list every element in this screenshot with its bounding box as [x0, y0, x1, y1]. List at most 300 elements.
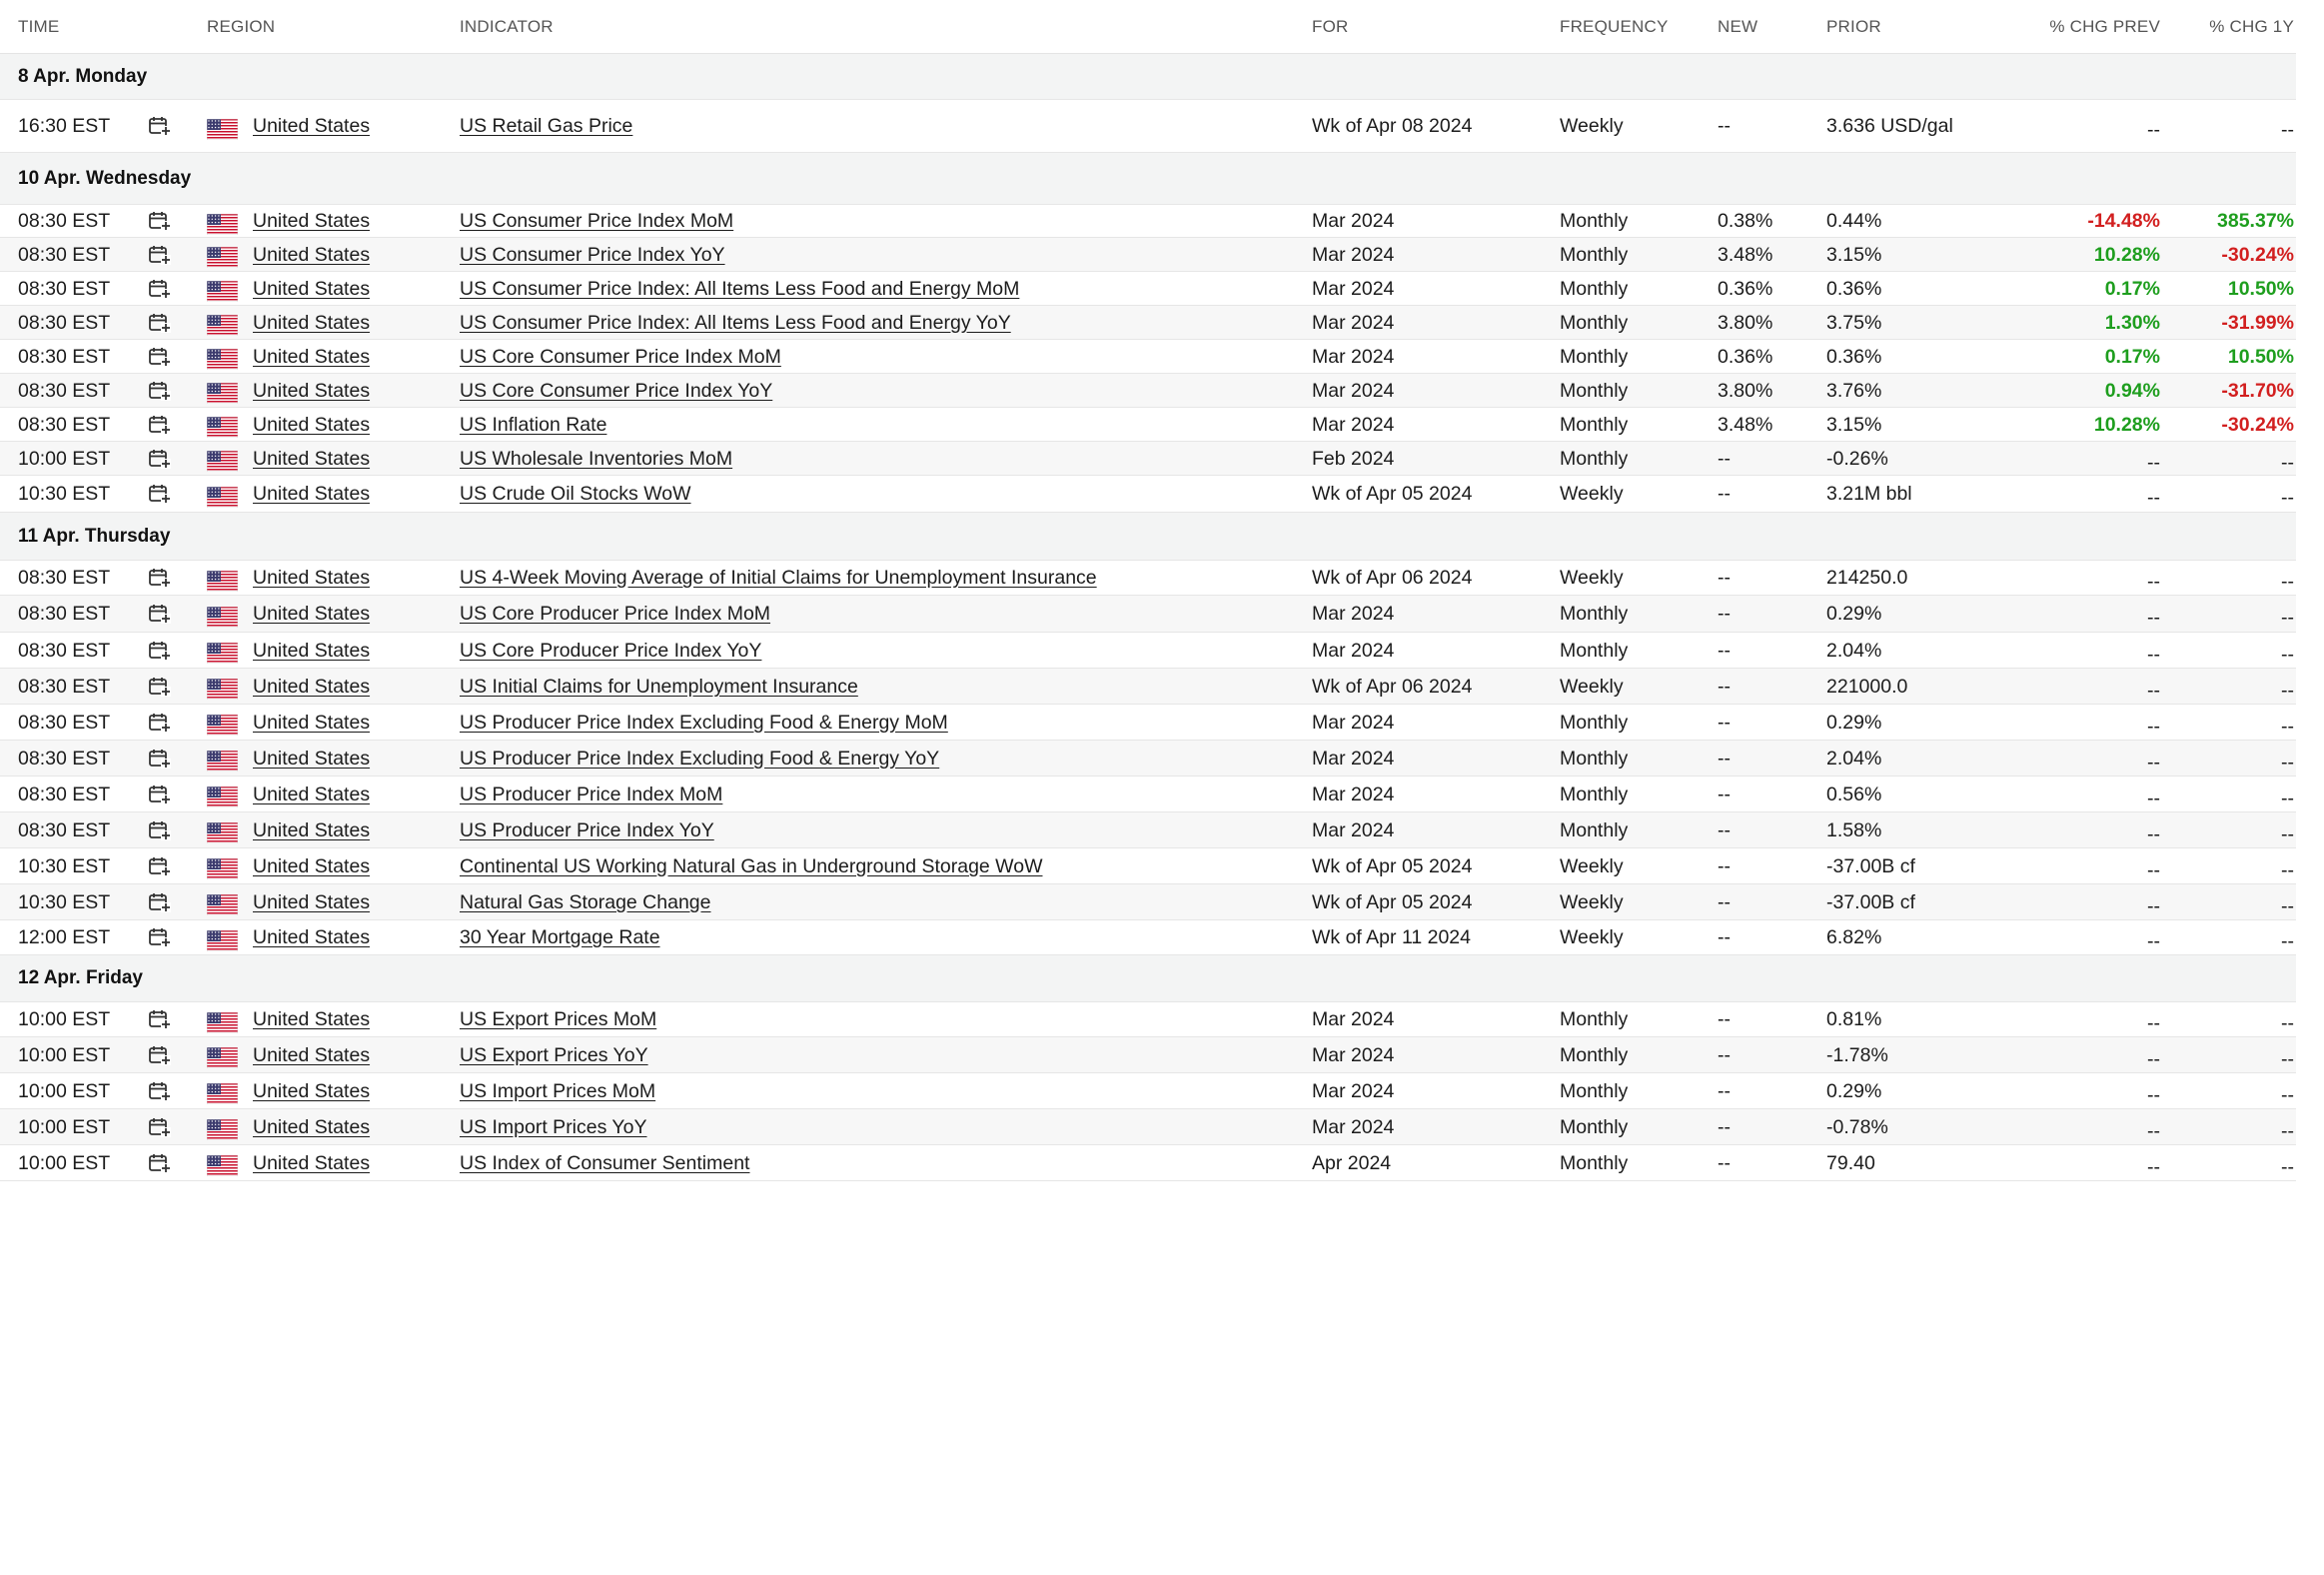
event-time: 08:30 EST: [18, 603, 111, 625]
period-for: Mar 2024: [1312, 380, 1395, 402]
calendar-add-icon[interactable]: [148, 891, 172, 913]
indicator-link[interactable]: US 4-Week Moving Average of Initial Claims for Unemployment Insurance: [460, 567, 1097, 589]
us-flag-icon: [207, 247, 238, 268]
table-row: [0, 1073, 2296, 1109]
frequency: Weekly: [1560, 676, 1624, 698]
region-link[interactable]: United States: [253, 784, 371, 805]
frequency: Weekly: [1560, 891, 1624, 913]
new-value: 0.36%: [1718, 346, 1773, 368]
new-value: --: [1718, 115, 1731, 137]
prior-value: 2.04%: [1826, 640, 1882, 662]
chg-1y: --: [2281, 119, 2294, 141]
indicator-link[interactable]: US Consumer Price Index MoM: [460, 210, 734, 232]
header-for[interactable]: FOR: [1312, 17, 1349, 36]
event-time: 08:30 EST: [18, 278, 111, 300]
frequency: Weekly: [1560, 115, 1624, 137]
calendar-add-icon[interactable]: [148, 448, 172, 470]
period-for: Mar 2024: [1312, 640, 1395, 662]
new-value: --: [1718, 567, 1731, 589]
event-time: 10:00 EST: [18, 1008, 111, 1030]
chg-1y: --: [2281, 680, 2294, 702]
region-link[interactable]: United States: [253, 346, 371, 368]
frequency: Monthly: [1560, 346, 1629, 368]
frequency: Monthly: [1560, 1152, 1629, 1174]
region-link[interactable]: United States: [253, 1044, 371, 1066]
table-row: [0, 777, 2296, 812]
indicator-link[interactable]: US Inflation Rate: [460, 414, 607, 436]
new-value: --: [1718, 448, 1731, 470]
calendar-add-icon[interactable]: [148, 640, 172, 662]
calendar-add-icon[interactable]: [148, 483, 172, 505]
indicator-link[interactable]: US Import Prices MoM: [460, 1080, 656, 1102]
frequency: Weekly: [1560, 855, 1624, 877]
indicator-link[interactable]: US Initial Claims for Unemployment Insurance: [460, 676, 858, 698]
new-value: --: [1718, 1044, 1731, 1066]
new-value: 3.48%: [1718, 414, 1773, 436]
new-value: 3.80%: [1718, 380, 1773, 402]
calendar-add-icon[interactable]: [148, 712, 172, 734]
indicator-link[interactable]: US Core Consumer Price Index YoY: [460, 380, 773, 402]
calendar-add-icon[interactable]: [148, 676, 172, 698]
chg-1y: --: [2281, 487, 2294, 509]
calendar-add-icon[interactable]: [148, 1080, 172, 1102]
region-link[interactable]: United States: [253, 1152, 371, 1174]
event-time: 10:30 EST: [18, 855, 111, 877]
new-value: --: [1718, 784, 1731, 805]
prior-value: 0.44%: [1826, 210, 1882, 232]
indicator-link[interactable]: US Core Consumer Price Index MoM: [460, 346, 781, 368]
calendar-add-icon[interactable]: [148, 210, 172, 232]
region-link[interactable]: United States: [253, 312, 371, 334]
period-for: Feb 2024: [1312, 448, 1395, 470]
region-link[interactable]: United States: [253, 448, 371, 470]
us-flag-icon: [207, 643, 238, 664]
table-row: [0, 848, 2296, 884]
period-for: Wk of Apr 11 2024: [1312, 926, 1471, 948]
chg-1y: --: [2281, 1120, 2294, 1142]
chg-prev: --: [2147, 1084, 2160, 1106]
region-link[interactable]: United States: [253, 891, 371, 913]
event-time: 08:30 EST: [18, 210, 111, 232]
chg-prev: 10.28%: [2093, 244, 2160, 266]
chg-1y: --: [2281, 895, 2294, 917]
calendar-add-icon[interactable]: [148, 748, 172, 770]
header-time[interactable]: TIME: [18, 17, 60, 36]
chg-1y: --: [2281, 571, 2294, 593]
event-time: 08:30 EST: [18, 676, 111, 698]
chg-1y: -30.24%: [2221, 244, 2294, 266]
region-link[interactable]: United States: [253, 278, 371, 300]
chg-prev: --: [2147, 680, 2160, 702]
frequency: Weekly: [1560, 567, 1624, 589]
header-new[interactable]: NEW: [1718, 17, 1758, 36]
region-link[interactable]: United States: [253, 603, 371, 625]
us-flag-icon: [207, 417, 238, 438]
period-for: Wk of Apr 06 2024: [1312, 676, 1473, 698]
chg-prev: --: [2147, 644, 2160, 666]
frequency: Monthly: [1560, 448, 1629, 470]
frequency: Monthly: [1560, 1044, 1629, 1066]
table-row: [0, 920, 2296, 955]
us-flag-icon: [207, 1047, 238, 1068]
indicator-link[interactable]: US Core Producer Price Index YoY: [460, 640, 762, 662]
chg-1y: --: [2281, 452, 2294, 474]
new-value: 3.80%: [1718, 312, 1773, 334]
us-flag-icon: [207, 751, 238, 772]
frequency: Monthly: [1560, 640, 1629, 662]
us-flag-icon: [207, 858, 238, 879]
calendar-add-icon[interactable]: [148, 926, 172, 948]
us-flag-icon: [207, 1012, 238, 1033]
indicator-link[interactable]: Continental US Working Natural Gas in Underground Storage WoW: [460, 855, 1043, 877]
chg-1y: --: [2281, 752, 2294, 774]
new-value: --: [1718, 483, 1731, 505]
indicator-link[interactable]: US Producer Price Index Excluding Food & Energy YoY: [460, 748, 940, 770]
day-label: 12 Apr. Friday: [18, 967, 143, 988]
region-link[interactable]: United States: [253, 483, 371, 505]
frequency: Monthly: [1560, 603, 1629, 625]
prior-value: 221000.0: [1826, 676, 1908, 698]
chg-prev: --: [2147, 752, 2160, 774]
frequency: Monthly: [1560, 1080, 1629, 1102]
chg-prev: --: [2147, 788, 2160, 809]
indicator-link[interactable]: US Core Producer Price Index MoM: [460, 603, 771, 625]
event-time: 08:30 EST: [18, 312, 111, 334]
chg-prev: --: [2147, 823, 2160, 845]
region-link[interactable]: United States: [253, 1116, 371, 1138]
table-row: [0, 272, 2296, 306]
prior-value: -0.26%: [1826, 448, 1888, 470]
us-flag-icon: [207, 1083, 238, 1104]
region-link[interactable]: United States: [253, 748, 371, 770]
chg-prev: --: [2147, 1048, 2160, 1070]
table-row: [0, 1037, 2296, 1073]
header-chg-prev[interactable]: % CHG PREV: [2049, 17, 2160, 36]
prior-value: 3.75%: [1826, 312, 1882, 334]
us-flag-icon: [207, 1155, 238, 1176]
indicator-link[interactable]: 30 Year Mortgage Rate: [460, 926, 660, 948]
new-value: 0.38%: [1718, 210, 1773, 232]
indicator-link[interactable]: US Producer Price Index MoM: [460, 784, 723, 805]
day-group-header: [0, 54, 2296, 100]
chg-1y: --: [2281, 644, 2294, 666]
new-value: --: [1718, 926, 1731, 948]
table-row: [0, 306, 2296, 340]
indicator-link[interactable]: US Retail Gas Price: [460, 115, 633, 137]
chg-1y: -31.99%: [2221, 312, 2294, 334]
indicator-link[interactable]: US Consumer Price Index: All Items Less Food and Energy MoM: [460, 278, 1020, 300]
period-for: Mar 2024: [1312, 712, 1395, 734]
event-time: 10:30 EST: [18, 891, 111, 913]
us-flag-icon: [207, 715, 238, 736]
event-time: 08:30 EST: [18, 244, 111, 266]
new-value: --: [1718, 640, 1731, 662]
chg-1y: --: [2281, 1084, 2294, 1106]
frequency: Monthly: [1560, 312, 1629, 334]
calendar-add-icon[interactable]: [148, 1152, 172, 1174]
frequency: Monthly: [1560, 278, 1629, 300]
indicator-link[interactable]: US Producer Price Index YoY: [460, 819, 714, 841]
chg-1y: --: [2281, 716, 2294, 738]
chg-prev: --: [2147, 571, 2160, 593]
prior-value: 0.36%: [1826, 278, 1882, 300]
frequency: Monthly: [1560, 748, 1629, 770]
region-link[interactable]: United States: [253, 115, 371, 137]
chg-prev: 0.17%: [2104, 278, 2160, 300]
event-time: 08:30 EST: [18, 784, 111, 805]
calendar-add-icon[interactable]: [148, 244, 172, 266]
chg-prev: --: [2147, 452, 2160, 474]
chg-prev: --: [2147, 859, 2160, 881]
table-body: [0, 54, 2296, 1181]
period-for: Mar 2024: [1312, 603, 1395, 625]
table-row: [0, 705, 2296, 741]
period-for: Mar 2024: [1312, 414, 1395, 436]
prior-value: 1.58%: [1826, 819, 1882, 841]
new-value: --: [1718, 1152, 1731, 1174]
calendar-add-icon[interactable]: [148, 784, 172, 805]
period-for: Mar 2024: [1312, 210, 1395, 232]
calendar-add-icon[interactable]: [148, 1044, 172, 1066]
new-value: --: [1718, 1116, 1731, 1138]
frequency: Monthly: [1560, 784, 1629, 805]
period-for: Wk of Apr 05 2024: [1312, 483, 1473, 505]
chg-prev: --: [2147, 895, 2160, 917]
chg-1y: --: [2281, 1012, 2294, 1034]
us-flag-icon: [207, 349, 238, 370]
prior-value: 3.636 USD/gal: [1826, 115, 1953, 137]
chg-1y: --: [2281, 1156, 2294, 1178]
new-value: 0.36%: [1718, 278, 1773, 300]
indicator-link[interactable]: US Import Prices YoY: [460, 1116, 647, 1138]
period-for: Mar 2024: [1312, 278, 1395, 300]
region-link[interactable]: United States: [253, 819, 371, 841]
period-for: Mar 2024: [1312, 819, 1395, 841]
period-for: Wk of Apr 08 2024: [1312, 115, 1473, 137]
calendar-add-icon[interactable]: [148, 380, 172, 402]
prior-value: 3.76%: [1826, 380, 1882, 402]
us-flag-icon: [207, 214, 238, 235]
prior-value: 0.29%: [1826, 603, 1882, 625]
region-link[interactable]: United States: [253, 244, 371, 266]
chg-prev: --: [2147, 1156, 2160, 1178]
prior-value: -37.00B cf: [1826, 891, 1915, 913]
new-value: --: [1718, 676, 1731, 698]
period-for: Mar 2024: [1312, 346, 1395, 368]
day-label: 11 Apr. Thursday: [18, 525, 171, 547]
us-flag-icon: [207, 487, 238, 508]
calendar-add-icon[interactable]: [148, 1116, 172, 1138]
calendar-add-icon[interactable]: [148, 855, 172, 877]
chg-prev: --: [2147, 1120, 2160, 1142]
prior-value: 214250.0: [1826, 567, 1908, 589]
calendar-add-icon[interactable]: [148, 312, 172, 334]
indicator-link[interactable]: US Export Prices YoY: [460, 1044, 648, 1066]
chg-prev: 1.30%: [2104, 312, 2160, 334]
event-time: 08:30 EST: [18, 640, 111, 662]
indicator-link[interactable]: US Consumer Price Index YoY: [460, 244, 725, 266]
event-time: 10:00 EST: [18, 1152, 111, 1174]
prior-value: 0.29%: [1826, 1080, 1882, 1102]
region-link[interactable]: United States: [253, 855, 371, 877]
chg-1y: 10.50%: [2227, 346, 2294, 368]
period-for: Mar 2024: [1312, 748, 1395, 770]
period-for: Mar 2024: [1312, 244, 1395, 266]
chg-prev: -14.48%: [2087, 210, 2160, 232]
prior-value: 0.56%: [1826, 784, 1882, 805]
header-indicator[interactable]: INDICATOR: [460, 17, 554, 36]
table-row: [0, 442, 2296, 476]
indicator-link[interactable]: US Index of Consumer Sentiment: [460, 1152, 750, 1174]
header-chg-1y[interactable]: % CHG 1Y: [2209, 17, 2294, 36]
chg-1y: 10.50%: [2227, 278, 2294, 300]
calendar-add-icon[interactable]: [148, 1008, 172, 1030]
frequency: Monthly: [1560, 414, 1629, 436]
us-flag-icon: [207, 822, 238, 843]
us-flag-icon: [207, 894, 238, 915]
frequency: Monthly: [1560, 380, 1629, 402]
new-value: --: [1718, 1008, 1731, 1030]
chg-1y: -30.24%: [2221, 414, 2294, 436]
period-for: Wk of Apr 05 2024: [1312, 855, 1473, 877]
new-value: --: [1718, 748, 1731, 770]
table-row: [0, 1109, 2296, 1145]
calendar-add-icon[interactable]: [148, 414, 172, 436]
chg-1y: --: [2281, 607, 2294, 629]
event-time: 10:30 EST: [18, 483, 111, 505]
period-for: Mar 2024: [1312, 1044, 1395, 1066]
chg-prev: --: [2147, 1012, 2160, 1034]
us-flag-icon: [207, 383, 238, 404]
frequency: Monthly: [1560, 712, 1629, 734]
new-value: --: [1718, 819, 1731, 841]
indicator-link[interactable]: US Crude Oil Stocks WoW: [460, 483, 691, 505]
chg-1y: -31.70%: [2221, 380, 2294, 402]
chg-prev: 10.28%: [2093, 414, 2160, 436]
region-link[interactable]: United States: [253, 414, 371, 436]
new-value: --: [1718, 855, 1731, 877]
table-row: [0, 374, 2296, 408]
region-link[interactable]: United States: [253, 1008, 371, 1030]
period-for: Mar 2024: [1312, 312, 1395, 334]
us-flag-icon: [207, 1119, 238, 1140]
table-row: [0, 561, 2296, 596]
chg-prev: 0.17%: [2104, 346, 2160, 368]
day-group-header: [0, 955, 2296, 1002]
table-row: [0, 100, 2296, 153]
calendar-add-icon[interactable]: [148, 278, 172, 300]
table-row: [0, 476, 2296, 513]
indicator-link[interactable]: US Consumer Price Index: All Items Less Food and Energy YoY: [460, 312, 1011, 334]
frequency: Weekly: [1560, 926, 1624, 948]
region-link[interactable]: United States: [253, 210, 371, 232]
prior-value: 0.81%: [1826, 1008, 1882, 1030]
region-link[interactable]: United States: [253, 676, 371, 698]
calendar-add-icon[interactable]: [148, 567, 172, 589]
table-header: [0, 0, 2296, 54]
prior-value: 3.15%: [1826, 244, 1882, 266]
indicator-link[interactable]: US Wholesale Inventories MoM: [460, 448, 733, 470]
calendar-add-icon[interactable]: [148, 819, 172, 841]
chg-prev: --: [2147, 487, 2160, 509]
prior-value: 0.36%: [1826, 346, 1882, 368]
header-region[interactable]: REGION: [207, 17, 276, 36]
us-flag-icon: [207, 679, 238, 700]
table-row: [0, 1002, 2296, 1037]
event-time: 08:30 EST: [18, 567, 111, 589]
event-time: 08:30 EST: [18, 819, 111, 841]
event-time: 12:00 EST: [18, 926, 111, 948]
region-link[interactable]: United States: [253, 380, 371, 402]
prior-value: 3.15%: [1826, 414, 1882, 436]
table-row: [0, 205, 2296, 238]
indicator-link[interactable]: Natural Gas Storage Change: [460, 891, 711, 913]
table-row: [0, 340, 2296, 374]
header-frequency[interactable]: FREQUENCY: [1560, 17, 1669, 36]
event-time: 08:30 EST: [18, 712, 111, 734]
region-link[interactable]: United States: [253, 567, 371, 589]
us-flag-icon: [207, 787, 238, 807]
table-row: [0, 633, 2296, 669]
event-time: 08:30 EST: [18, 346, 111, 368]
region-link[interactable]: United States: [253, 712, 371, 734]
day-label: 10 Apr. Wednesday: [18, 167, 192, 189]
frequency: Monthly: [1560, 210, 1629, 232]
us-flag-icon: [207, 571, 238, 592]
header-prior[interactable]: PRIOR: [1826, 17, 1881, 36]
calendar-add-icon[interactable]: [148, 346, 172, 368]
indicator-link[interactable]: US Export Prices MoM: [460, 1008, 657, 1030]
chg-prev: --: [2147, 716, 2160, 738]
table-row: [0, 596, 2296, 633]
prior-value: -1.78%: [1826, 1044, 1888, 1066]
event-time: 10:00 EST: [18, 1044, 111, 1066]
day-group-header: [0, 513, 2296, 561]
calendar-add-icon[interactable]: [148, 603, 172, 625]
prior-value: 0.29%: [1826, 712, 1882, 734]
region-link[interactable]: United States: [253, 1080, 371, 1102]
frequency: Monthly: [1560, 1008, 1629, 1030]
table-row: [0, 408, 2296, 442]
period-for: Mar 2024: [1312, 1080, 1395, 1102]
period-for: Apr 2024: [1312, 1152, 1392, 1174]
frequency: Monthly: [1560, 244, 1629, 266]
calendar-add-icon[interactable]: [148, 115, 172, 137]
chg-1y: --: [2281, 823, 2294, 845]
prior-value: -37.00B cf: [1826, 855, 1915, 877]
chg-prev: 0.94%: [2104, 380, 2160, 402]
new-value: --: [1718, 712, 1731, 734]
chg-prev: --: [2147, 119, 2160, 141]
period-for: Mar 2024: [1312, 1116, 1395, 1138]
chg-1y: --: [2281, 930, 2294, 952]
period-for: Wk of Apr 06 2024: [1312, 567, 1473, 589]
period-for: Wk of Apr 05 2024: [1312, 891, 1473, 913]
region-link[interactable]: United States: [253, 640, 371, 662]
prior-value: 6.82%: [1826, 926, 1882, 948]
prior-value: -0.78%: [1826, 1116, 1888, 1138]
event-time: 08:30 EST: [18, 380, 111, 402]
region-link[interactable]: United States: [253, 926, 371, 948]
table-row: [0, 669, 2296, 705]
us-flag-icon: [207, 315, 238, 336]
table-row: [0, 812, 2296, 848]
new-value: --: [1718, 891, 1731, 913]
chg-prev: --: [2147, 930, 2160, 952]
indicator-link[interactable]: US Producer Price Index Excluding Food & Energy MoM: [460, 712, 948, 734]
prior-value: 3.21M bbl: [1826, 483, 1912, 505]
new-value: 3.48%: [1718, 244, 1773, 266]
